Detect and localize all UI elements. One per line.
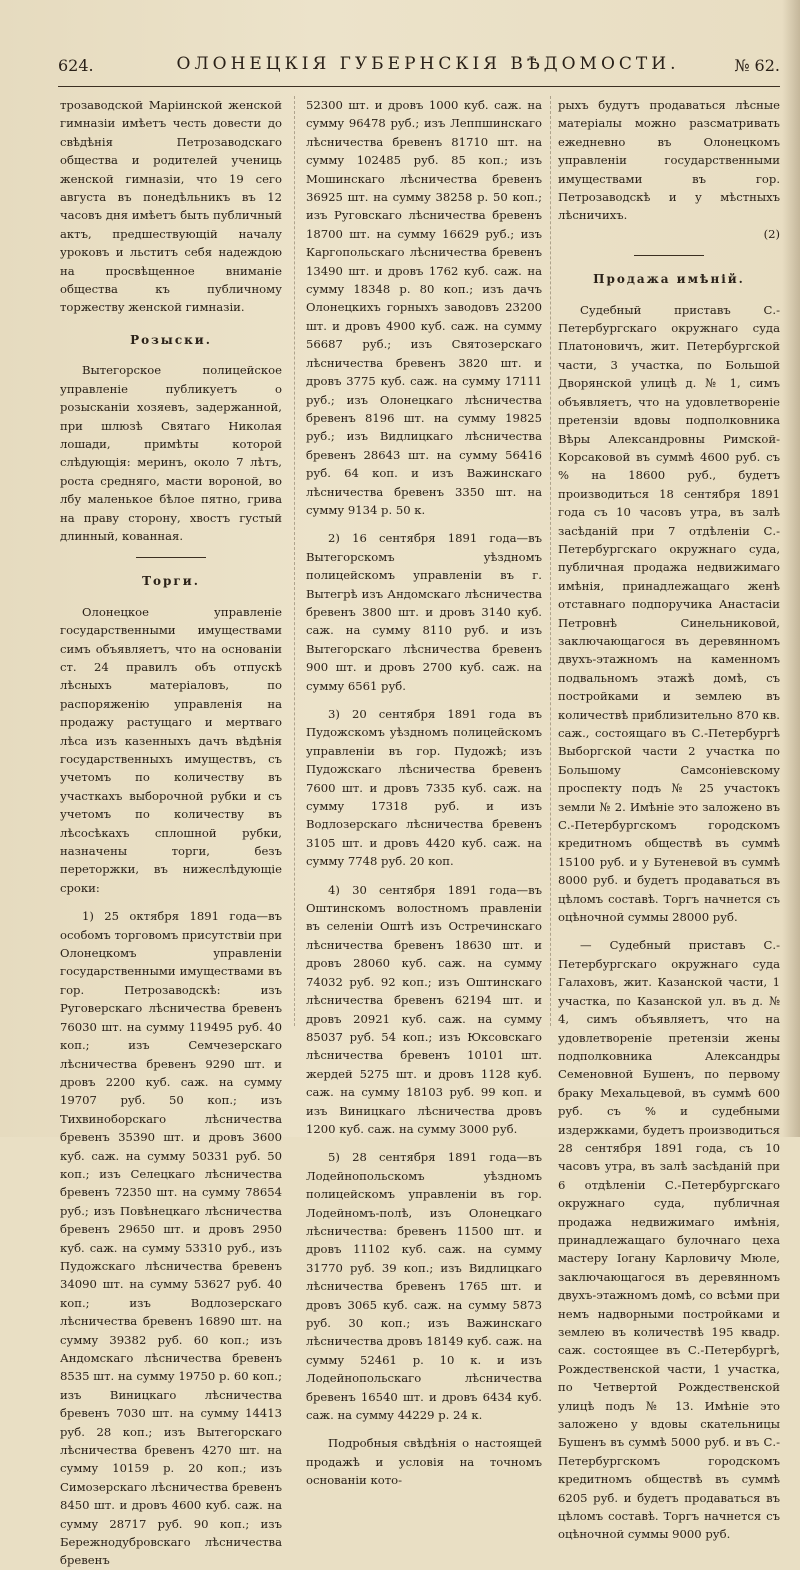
paragraph: 4) 30 сентября 1891 года—въ Оштинскомъ волостномъ правленіи въ селеніи Оштѣ изъ Остречинскаго лѣсничества бревенъ 18630 шт. и дровъ 28060 куб. саж. на сумму 74032 руб. 92 коп.; изъ Оштинскаго лѣсничества бревенъ 62194 шт. и дровъ 20921 куб. саж. на сумму 85037 руб. 54 коп.; изъ Юксовскаго лѣсничества бревенъ 10101 шт. жердей 5275 шт. и дровъ 1128 куб. саж. на сумму 18103 руб. 99 коп. и изъ Виницкаго лѣсничества дровъ 1200 куб. саж. на сумму 3000 руб. bbox=[306, 882, 542, 1136]
paragraph: — Судебный приставъ С.-Петербургскаго окружнаго суда Галаховъ, жит. Казанской части, 1 участка, по Казанской ул. въ д. № 4, симъ объявляетъ, что на удовлетвореніе претензіи жены подполковника Александры Семеновной Бушенъ, по первому браку Мехальцевой, въ суммѣ 600 руб. съ % и судебными издержками, будетъ производиться 28 сентября 1891 года, съ 10 часовъ утра, въ залѣ засѣданій при 6 отдѣленіи С.-Петербургскаго окружнаго суда, публичная продажа недвижимаго имѣнія, принадлежащаго булочнаго цеха мастеру Іогану Карловичу Мюле, заключающагося въ деревянномъ двухъ-этажномъ домѣ, со всѣми при немъ надворными постройками и землею въ количествѣ 195 квадр. саж. состоящее въ С.-Петербургѣ, Рождественской части, 1 участка, по Четвертой Рождественской улицѣ подъ № 13. Имѣніе это заложено у вдовы скательницы Бушенъ въ суммѣ 5000 руб. и въ С.-Петербургскомъ городскомъ кредитномъ обществѣ въ суммѣ 6205 руб. и будетъ продаваться въ цѣломъ составѣ. Торгъ начнется съ оцѣночной суммы 9000 руб. bbox=[558, 938, 780, 1542]
page-header bbox=[58, 52, 780, 82]
section-heading-rozyski: Розыски. bbox=[130, 332, 212, 347]
paragraph: Олонецкое управленіе государственными имуществами симъ объявляетъ, что на основаніи ст. 24 правилъ объ отпускѣ лѣсныхъ матеріаловъ, по распоряженію управленія на продажу растущаго и мертваго лѣса изъ казенныхъ дачъ вѣдѣнія государственныхъ имуществъ, съ учетомъ по количеству въ участкахъ выборочной рубки и съ учетомъ по количеству въ лѣсосѣкахъ сплошной рубки, назначены торги, безъ переторжки, въ нижеслѣдующіе сроки: bbox=[60, 604, 282, 895]
paragraph: рыхъ будутъ продаваться лѣсные матеріалы можно разсматривать ежедневно въ Олонецкомъ управленіи государственными имуществами въ гор. Петрозаводскѣ и у мѣстныхъ лѣсничихъ. bbox=[558, 98, 780, 223]
paragraph: Судебный приставъ С.-Петербургскаго окружнаго суда Платоновичъ, жит. Петербургской части, 3 участка, по Большой Дворянской улицѣ д. № 1, симъ объявляетъ, что на удовлетвореніе претензіи вдовы подполковника Вѣры Александровны Римской-Корсаковой въ суммѣ 4600 руб. съ % на 18600 руб., будетъ производиться 18 сентября 1891 года съ 10 часовъ утра, въ залѣ засѣданій при 7 отдѣленіи С.-Петербургскаго окружнаго суда, публичная продажа недвижимаго имѣнія, принадлежащаго женѣ отставнаго подпоручика Анастасіи Петровнѣ Синельниковой, заключающагося въ деревянномъ двухъ-этажномъ на каменномъ подвальномъ этажѣ домѣ, съ постройками и землею въ количествѣ приблизительно 870 кв. саж., состоящаго въ С.-Петербургѣ Выборгской части 2 участка по Большому Самсоніевскому проспекту подъ № 25 участокъ земли № 2. Имѣніе это заложено въ С.-Петербургскомъ городскомъ кредитномъ обществѣ въ суммѣ 15100 руб. и у Бутеневой въ суммѣ 8000 руб. и будетъ продаваться въ цѣломъ составѣ. Торгъ начнется съ оцѣночной суммы 28000 руб. bbox=[558, 302, 780, 925]
header-rule bbox=[58, 86, 780, 87]
issue-number: № 62. bbox=[734, 56, 780, 75]
page-spine-shadow bbox=[782, 0, 800, 1137]
paragraph: Вытегорское полицейское управленіе публикуетъ о розысканіи хозяевъ, задержанной, при шлюзѣ Святаго Николая лошади, примѣты которой слѣдующія: меринъ, около 7 лѣтъ, роста средняго, масти вороной, во лбу маленькое бѣлое пятно, грива на праву сторону, хвостъ густый длинный, кованная. bbox=[60, 363, 282, 543]
column-middle bbox=[306, 96, 542, 1490]
paragraph: 52300 шт. и дровъ 1000 куб. саж. на сумму 96478 руб.; изъ Леппшинскаго лѣсничества бревенъ 81710 шт. на сумму 102485 руб. 85 коп.; изъ Мошинскаго лѣсничества бревенъ 36925 шт. на сумму 38258 р. 50 коп.; изъ Руговскаго лѣсничества бревенъ 18700 шт. на сумму 16629 руб.; изъ Каргопольскаго лѣсничества бревенъ 13490 шт. и дровъ 1762 куб. саж. на сумму 18348 р. 80 коп.; изъ дачъ Олонецкихъ горныхъ заводовъ 23200 шт. и дровъ 4900 куб. саж. на сумму 56687 руб.; изъ Святозерскаго лѣсничества бревенъ 3820 шт. и дровъ 3775 куб. саж. на сумму 17111 руб.; изъ Олонецкаго лѣсничества бревенъ 8196 шт. на сумму 19825 руб.; изъ Видлицкаго лѣсничества бревенъ 28643 шт. на сумму 56416 руб. 64 коп. и изъ Важинскаго лѣсничества бревенъ 3350 шт. на сумму 9134 р. 50 к. bbox=[306, 98, 542, 517]
paragraph: трозаводской Маріинской женской гимназіи имѣетъ честь довести до свѣдѣнія Петрозаводскаго общества и родителей учениць женской гимназіи, что 19 сего августа въ понедѣльникъ въ 12 часовъ дня имѣетъ быть публичный актъ, предшествующій началу уроковъ и льститъ себя надеждою на просвѣщенное вниманіе общества къ публичному торжеству женской гимназіи. bbox=[60, 98, 282, 315]
newspaper-title: ОЛОНЕЦКІЯ ГУБЕРНСКІЯ ВѢДОМОСТИ. bbox=[176, 54, 680, 74]
section-separator bbox=[634, 255, 704, 256]
column-right bbox=[558, 96, 780, 1544]
column-divider bbox=[294, 96, 295, 1026]
section-heading-prodazha: Продажа имѣній. bbox=[593, 272, 745, 287]
notice-mark: (2) bbox=[763, 226, 780, 241]
page-number: 624. bbox=[58, 56, 94, 75]
paragraph: 3) 20 сентября 1891 года въ Пудожскомъ уѣздномъ полицейскомъ управленіи въ гор. Пудожѣ; изъ Пудожскаго лѣсничества бревенъ 7600 шт. и дровъ 7335 куб. саж. на сумму 17318 руб. и изъ Водлозерскаго лѣсничества бревенъ 3105 шт. и дровъ 4420 куб. саж. на сумму 7748 руб. 20 коп. bbox=[306, 707, 542, 869]
section-separator bbox=[136, 557, 206, 558]
paragraph: 2) 16 сентября 1891 года—въ Вытегорскомъ уѣздномъ полицейскомъ управленіи въ г. Вытегрѣ изъ Андомскаго лѣсничества бревенъ 3800 шт. и дровъ 3140 куб. саж. на сумму 8110 руб. и изъ Вытегорскаго лѣсничества бревенъ 900 шт. и дровъ 2700 куб. саж. на сумму 6561 руб. bbox=[306, 531, 542, 693]
section-heading-torgi: Торги. bbox=[142, 574, 200, 589]
paragraph: 1) 25 октября 1891 года—въ особомъ торговомъ присутствіи при Олонецкомъ управленіи государственными имуществами въ гор. Петрозаводскѣ: изъ Руговерскаго лѣсничества бревенъ 76030 шт. на сумму 119495 руб. 40 коп.; изъ Семчезерскаго лѣсничества бревенъ 9290 шт. и дровъ 2200 куб. саж. на сумму 19707 руб. 50 коп.; изъ Тихвиноборскаго лѣсничества бревенъ 35390 шт. и дровъ 3600 куб. саж. на сумму 50331 руб. 50 коп.; изъ Селецкаго лѣсничества бревенъ 72350 шт. на сумму 78654 руб.; изъ Повѣнецкаго лѣсничества бревенъ 29650 шт. и дровъ 2950 куб. саж. на сумму 53310 руб., изъ Пудожскаго лѣсничества бревенъ 34090 шт. на сумму 53627 руб. 40 коп.; изъ Водлозерскаго лѣсничества бревенъ 16890 шт. на сумму 39382 руб. 60 коп.; изъ Андомскаго лѣсничества бревенъ 8535 шт. на сумму 19750 р. 60 коп.; изъ Виницкаго лѣсничества бревенъ 7030 шт. на сумму 14413 руб. 28 коп.; изъ Вытегорскаго лѣсничества бревенъ 4270 шт. на сумму 10159 р. 20 коп.; изъ Симозерскаго лѣсничества бревенъ 8450 шт. и дровъ 4600 куб. саж. на сумму 28717 руб. 90 коп.; изъ Бережнодубровскаго лѣсничества бревенъ bbox=[60, 909, 282, 1568]
column-left bbox=[60, 96, 282, 1570]
paragraph: 5) 28 сентября 1891 года—въ Лодейнопольскомъ уѣздномъ полицейскомъ управленіи въ гор. Лодейномъ-полѣ, изъ Олонецкаго лѣсничества: бревенъ 11500 шт. и дровъ 11102 куб. саж. на сумму 31770 руб. 39 коп.; изъ Видлицкаго лѣсничества бревенъ 1765 шт. и дровъ 3065 куб. саж. на сумму 5873 руб. 30 коп.; изъ Важинскаго лѣсничества дровъ 18149 куб. саж. на сумму 52461 р. 10 к. и изъ Лодейнопольскаго лѣсничества бревенъ 16540 шт. и дровъ 6434 куб. саж. на сумму 44229 р. 24 к. bbox=[306, 1150, 542, 1423]
paragraph: Подробныя свѣдѣнія о настоящей продажѣ и условія на точномъ основаніи кото- bbox=[306, 1436, 542, 1488]
column-divider bbox=[550, 96, 551, 1026]
